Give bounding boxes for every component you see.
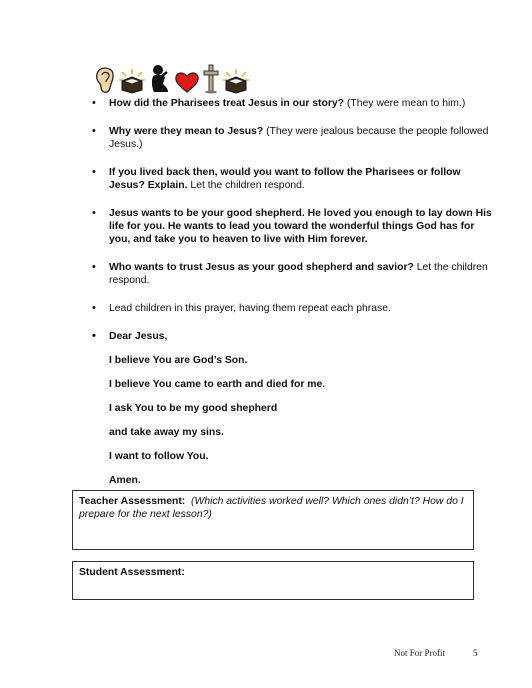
icon-strip (94, 64, 250, 94)
bible-icon (118, 68, 146, 94)
bullet-text: Let the children respond. (187, 180, 305, 191)
teacher-assessment-label: Teacher Assessment: (79, 496, 186, 507)
bullet-bold-text: Who wants to trust Jesus as your good shepherd and savior? (109, 262, 414, 273)
prayer-line: I ask You to be my good shepherd (109, 403, 278, 414)
bullet-text: Let the children respond. (109, 262, 488, 286)
list-item (92, 207, 492, 246)
bullet-bold-text: If you lived back then, would you want to follow the Pharisees or follow Jesus? Explain. (109, 167, 461, 191)
student-assessment-box[interactable] (72, 561, 474, 600)
bullet-text: (They were mean to him.) (344, 98, 466, 109)
prayer-line: and take away my sins. (109, 427, 224, 438)
prayer-line: I believe You came to earth and died for me. (109, 379, 326, 390)
page-number: 5 (473, 648, 478, 658)
teacher-assessment-hint: (Which activities worked well? Which ones didn’t? How do I prepare for the next lesson?) (79, 496, 464, 520)
prayer-line: I want to follow You. (109, 451, 209, 462)
list-item (92, 261, 492, 287)
student-assessment-label: Student Assessment: (79, 567, 185, 578)
heart-icon (174, 70, 200, 94)
bullet-bold-text: Jesus wants to be your good shepherd. He loved you enough to lay down His life for you. He wants to lead you toward the wonderful things God has for you, and take you to heaven to live with Him forever. (109, 208, 492, 245)
list-item (92, 125, 492, 151)
bible-icon (222, 68, 250, 94)
prayer-line: Amen. (109, 475, 141, 486)
bullet-bold-text: Why were they mean to Jesus? (109, 126, 264, 137)
lesson-questions (92, 97, 492, 487)
bullet-bold-text: How did the Pharisees treat Jesus in our story? (109, 98, 345, 109)
teacher-assessment-box[interactable] (72, 490, 474, 550)
ear-icon (94, 66, 116, 94)
list-item (92, 302, 492, 315)
list-item (92, 97, 492, 110)
bullet-text: Lead children in this prayer, having them repeat each phrase. (109, 303, 391, 314)
bullet-text: (They were jealous because the people followed Jesus.) (109, 126, 489, 150)
footer-text: Not For Profit (394, 648, 446, 658)
cross-icon (202, 64, 220, 94)
prayer-line: I believe You are God’s Son. (109, 355, 248, 366)
footer (394, 648, 478, 658)
prayer-heading: • Dear Jesus, (92, 330, 492, 343)
praying-child-icon (148, 64, 172, 94)
list-item (92, 166, 492, 192)
